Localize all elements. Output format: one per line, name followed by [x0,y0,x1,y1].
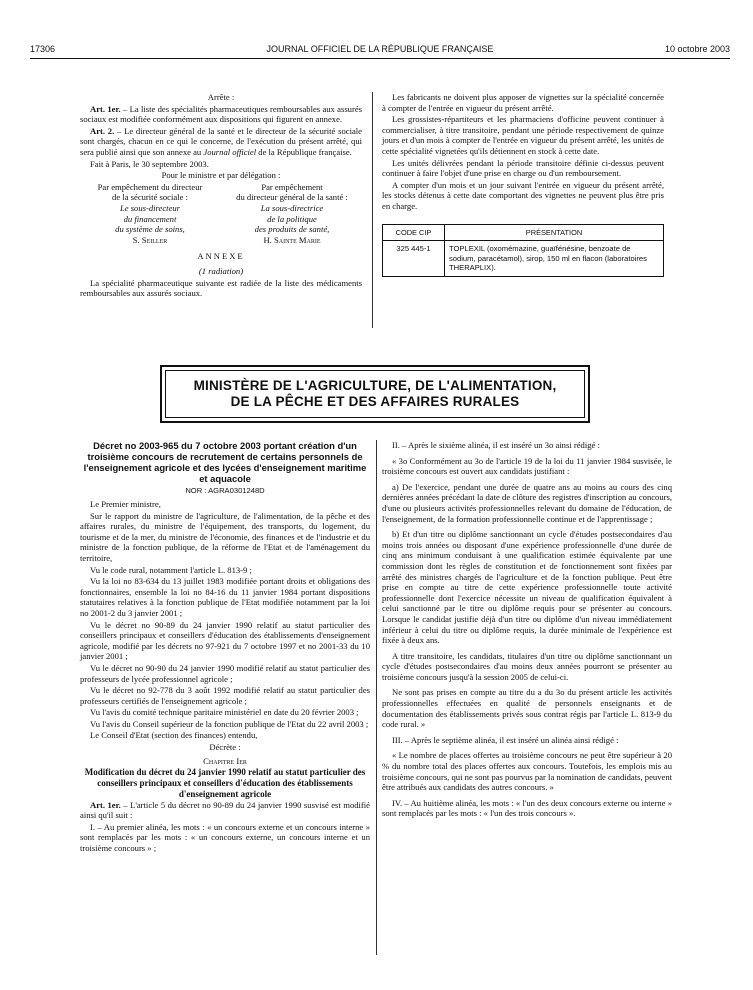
visa: Vu le décret no 92-778 du 3 août 1992 modifié relatif au statut particulier des professeurs certifiés de l'enseignement agricole ; [80,685,370,706]
paragraph: a) De l'exercice, pendant une durée de quatre ans au moins au cours des cinq dernières années précédant la date de clôture des registres d'inscription au concours, d'une ou plusieurs activités professionnelles relevant du domaine de l'éducation, de l'enseignement, de la formation professionnelle continue et de l'apprentissage ; [382,481,672,524]
header-rule [30,58,730,59]
ministry-line-1: MINISTÈRE DE L'AGRICULTURE, DE L'ALIMENTATION, [193,378,557,393]
column-header-presentation: PRÉSENTATION [445,224,664,241]
sig-left-line: de la sécurité sociale : [112,192,188,203]
cip-table [382,224,664,277]
visa: Vu l'avis du comité technique paritaire ministériel en date du 20 février 2003 ; [90,707,359,718]
sig-right-line: du directeur général de la santé : [236,192,348,203]
article-2-text-a: – Le directeur général de la santé et le directeur de la sécurité sociale sont chargés, chacun en ce qui le concerne, de l'exécution du présent arrêté, qui sera publié ainsi que son annexe au [80,125,362,157]
visa: Le Conseil d'Etat (section des finances) entendu, [90,730,258,741]
article-2-text-b: de la République française. [256,146,352,157]
sig-left-name: S. Seiller [132,234,168,245]
column-vignettes [382,92,664,277]
sig-left-line: Par empêchement du directeur [97,181,203,192]
column-arrete [80,92,362,300]
sig-right-line: de la politique [267,213,317,224]
article-2 [80,126,362,158]
decree-title: Décret no 2003-965 du 7 octobre 2003 portant création d'un troisième concours de recrutement de certains personnels de l'enseignement agricole et des lycées d'enseignement maritime et aquacole [83,440,367,484]
visa: Vu le décret no 90-89 du 24 janvier 1990 relatif au statut particulier des conseillers principaux et conseillers d'éducation des établissements d'enseignement agricole, modifié par les décrets no 97-921 du 7 octobre 1997 et no 2001-33 du 10 janvier 2001 ; [80,619,370,662]
article-1-label: Art. 1er. [90,103,121,114]
presentation-cell: TOPLEXIL (oxomémazine, guaïfénésine, benzoate de sodium, paracétamol), sirop, 150 ml en flacon (laboratoires THERAPLIX). [445,241,664,277]
column-separator-bottom [376,440,377,955]
ministry-heading-inner [165,370,585,418]
visa: Vu la loi no 83-634 du 13 juillet 1983 modifiée portant droits et obligations des fonctionnaires, ensemble la loi no 84-16 du 11 janvier 1984 portant dispositions statutaires relatives à la fonction publique de l'Etat modifiée notamment par la loi no 2001-2 du 3 janvier 2001 ; [80,576,370,618]
article-2-label: Art. 2. [90,125,115,136]
paragraph: II. – Après le sixième alinéa, il est inséré un 3o ainsi rédigé : [392,440,600,450]
column-decree-right [382,440,672,824]
paragraph: III. – Après le septième alinéa, il est inséré un alinéa ainsi rédigé : [392,734,619,745]
sig-right-line: des produits de santé, [254,224,330,235]
article-1-text: – La liste des spécialités pharmaceutiques remboursables aux assurés sociaux est modifiée conformément aux dispositions qui figurent en annexe. [80,103,362,125]
sig-right-name: H. Sainte Marie [263,234,321,245]
annexe-title: ANNEXE [197,251,245,262]
sig-left-line: du système de soins, [115,224,185,235]
signature-right [222,182,362,246]
sig-left-line: du financement [123,213,177,224]
paragraph: « 3o Conformément au 3o de l'article 19 de la loi du 11 janvier 1984 susvisée, le troisième concours est ouvert aux candidats justifiant : [382,455,672,477]
paragraph: b) Et d'un titre ou diplôme sanctionnant un cycle d'études postsecondaires d'au moins trois années ou disposant d'une expérience professionnelle d'une durée de cinq ans minimum conduisant à une qualification estimée équivalente par une commission dont les règles de constitution et de fonctionnement sont fixées par arrêté des ministres chargés de l'agriculture et de la fonction publique. Peut être prise en compte au titre de cette expérience professionnelle toute activité professionnelle dont l'exercice nécessite un niveau de qualification équivalent à celui sanctionné par le titre ou diplôme requis pour se présenter au concours. Lorsque le candidat justifie déjà d'un titre ou diplôme d'un niveau immédiatement inférieur à celui du titre ou diplôme requis, la durée minimale de l'expérience est fixée à deux ans. [382,529,672,646]
paragraph: Les grossistes-répartiteurs et les pharmaciens d'officine peuvent continuer à commercialiser, à titre transitoire, pendant une période respectivement de quinze jours et d'un mois à compter de l'entrée en vigueur du présent arrêté, les unités de cette spécialité vignetées qu'ils détiennent en stock à cette date. [382,114,664,156]
paragraph: Les fabricants ne doivent plus apposer de vignettes sur la spécialité concernée à compter de l'entrée en vigueur du présent arrêté. [382,92,664,113]
visa: Sur le rapport du ministre de l'agriculture, de l'alimentation, de la pêche et des affaires rurales, du ministre de l'équipement, des transports, du logement, du tourisme et de la mer, du ministre de l'économie, des finances et de l'industrie et du ministre de la fonction publique, de la réforme de l'Etat et de l'aménagement du territoire, [80,510,370,563]
column-header-cip: CODE CIP [383,224,445,241]
premier-ministre: Le Premier ministre, [90,499,161,509]
chapter-title: Modification du décret du 24 janvier 1990 relatif au statut particulier des conseillers principaux et conseillers d'éducation des établissements d'enseignement agricole [84,767,366,799]
issue-date: 10 octobre 2003 [664,44,730,54]
page-number: 17306 [30,44,56,54]
arrete-heading: Arrête : [207,92,235,102]
journal-officiel-ref: Journal officiel [203,146,257,157]
paragraph-i: I. – Au premier alinéa, les mots : « un concours externe et un concours interne » sont remplacés par les mots : « un concours externe, un concours interne et un troisième concours » ; [80,821,370,854]
journal-title: JOURNAL OFFICIEL DE LA RÉPUBLIQUE FRANÇAISE [266,44,494,54]
visa: Vu l'avis du Conseil supérieur de la fonction publique de l'Etat du 22 avril 2003 ; [90,718,369,729]
fait-a-paris: Fait à Paris, le 30 septembre 2003. [90,158,209,169]
table-row [383,241,664,277]
decree-article-1 [80,800,370,821]
ministry-line-2: DE LA PÊCHE ET DES AFFAIRES RURALES [230,394,520,409]
paragraph: Ne sont pas prises en compte au titre du a du 3o du présent article les activités professionnelles effectuées en qualité de personnels enseignants et de documentation des établissements privés sous contrat régis par l'article L. 813-9 du code rural. » [382,687,672,730]
ministry-heading-box [160,365,590,423]
table-header-row [383,224,664,241]
sig-right-line: Par empêchement [261,181,323,192]
sig-left-line: Le sous-directeur [119,202,181,213]
paragraph: IV. – Au huitième alinéa, les mots : « l'un des deux concours externe ou interne » sont remplacés par les mots : « l'un des trois concours ». [382,797,672,819]
paragraph: A titre transitoire, les candidats, titulaires d'un titre ou diplôme sanctionnant un cycle d'études postsecondaires d'au moins deux années pourront se présenter au troisième concours jusqu'à la session 2005 de celui-ci. [382,650,672,682]
cip-code-cell: 325 445-1 [383,241,445,277]
decree-article-1-label: Art. 1er. [90,799,121,810]
paragraph: A compter d'un mois et un jour suivant l'entrée en vigueur du présent arrêté, les stocks détenus à cette date comportant des vignettes ne peuvent plus être pris en charge. [382,179,664,211]
visa: Vu le décret no 90-90 du 24 janvier 1990 modifié relatif au statut particulier des professeurs de lycée professionnel agricole ; [80,662,370,684]
page-header [30,44,730,58]
paragraph: « Le nombre de places offertes au troisième concours ne peut être supérieur à 20 % du nombre total des places offertes aux concours. Toutefois, les emplois mis au troisième concours, qui ne sont pas pourvus par la nomination de candidats, peuvent être attribués aux candidats des autres concours. » [382,750,672,793]
pour-ministre: Pour le ministre et par délégation : [161,170,281,181]
signature-left [80,182,220,246]
signatures [80,182,362,246]
column-decree-left [80,440,370,855]
column-separator-top [372,92,373,328]
annexe-subtitle: (1 radiation) [198,265,244,276]
annexe-text: La spécialité pharmaceutique suivante est radiée de la liste des médicaments remboursables aux assurés sociaux. [80,277,362,299]
chapter-heading: Chapitre Ier [203,755,247,766]
decrete-heading: Décrète : [209,742,241,753]
nor-reference: NOR : AGRA0301248D [185,486,265,495]
decree-article-1-text: – L'article 5 du décret no 90-89 du 24 janvier 1990 susvisé est modifié ainsi qu'il suit : [80,799,370,821]
sig-right-line: La sous-directrice [260,202,324,213]
visa: Vu le code rural, notamment l'article L. 813-9 ; [90,564,252,575]
paragraph: Les unités délivrées pendant la période transitoire définie ci-dessus peuvent continuer à faire l'objet d'une prise en charge ou d'un remboursement. [382,157,664,179]
article-1 [80,104,362,125]
